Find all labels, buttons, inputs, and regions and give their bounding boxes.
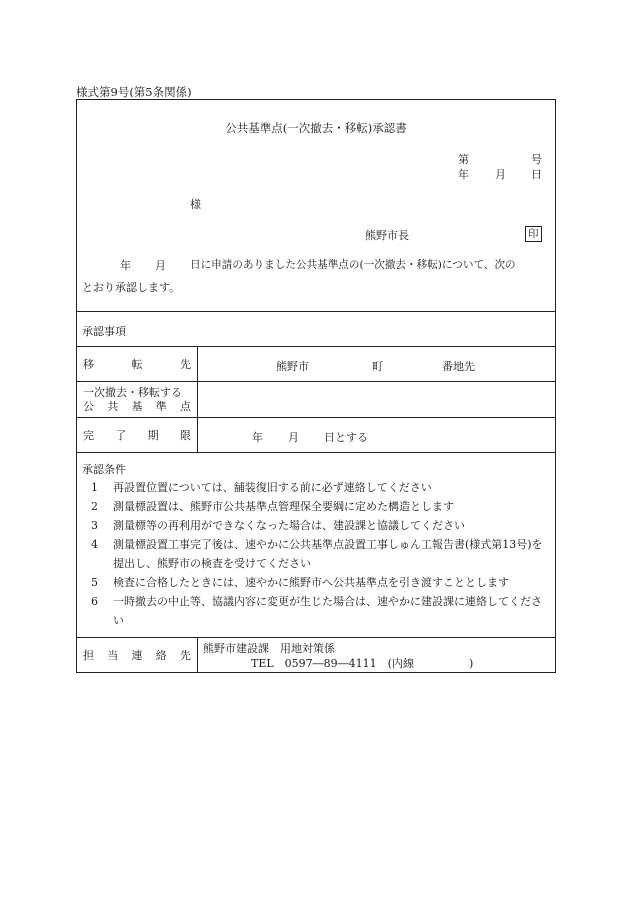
contact-phone: TEL 0597―89―4111 (内線 ) — [251, 657, 474, 670]
destination-banchi: 番地先 — [442, 360, 475, 373]
condition-number: 4 — [91, 538, 98, 551]
deadline-year: 年 — [252, 431, 263, 444]
number-prefix: 第 — [458, 153, 469, 166]
control-points-label-line1: 一次撤去・移転する — [83, 385, 182, 399]
form-number-label: 様式第9号(第5条関係) — [76, 85, 192, 99]
condition-number: 6 — [91, 595, 98, 608]
seal-mark: 印 — [525, 226, 542, 242]
destination-city: 熊野市 — [276, 360, 309, 373]
contact-value — [198, 638, 555, 672]
condition-number: 2 — [91, 500, 98, 513]
condition-text: 測量標設置工事完了後は、速やかに公共基準点設置工事しゅん工報告書(様式第13号)を提出し、熊野市の検査を受けてください — [113, 538, 543, 570]
condition-text: 一時撤去の中止等、協議内容に変更が生じた場合は、速やかに建設課に連絡してください — [113, 595, 542, 627]
condition-number: 5 — [91, 576, 98, 589]
issue-date-month: 月 — [495, 168, 506, 181]
approval-conditions-section — [77, 453, 555, 638]
label-char: 絡 — [155, 649, 167, 662]
completion-deadline-label — [77, 418, 198, 452]
conditions-heading: 承認条件 — [82, 463, 126, 476]
control-points-value — [198, 382, 555, 417]
label-char: 完 — [83, 429, 94, 442]
control-points-label — [77, 382, 198, 417]
label-char: 移 — [83, 358, 94, 371]
label-char: 準 — [155, 399, 167, 413]
destination-row — [77, 347, 555, 382]
label-char: 共 — [107, 399, 119, 413]
approval-form — [76, 99, 556, 673]
label-char: 当 — [107, 649, 119, 662]
completion-deadline-value — [198, 418, 555, 452]
contact-department: 熊野市建設課 用地対策係 — [203, 642, 335, 655]
addressee-suffix: 様 — [190, 198, 201, 211]
contact-label — [77, 638, 198, 672]
number-suffix: 号 — [531, 153, 542, 166]
condition-number: 1 — [91, 481, 98, 494]
label-char: 転 — [131, 358, 143, 371]
condition-text: 測量標等の再利用ができなくなった場合は、建設課と協議してください — [113, 519, 465, 532]
condition-number: 3 — [91, 519, 98, 532]
destination-label — [77, 347, 198, 381]
application-date-month: 月 — [155, 259, 166, 272]
approval-items-heading: 承認事項 — [82, 325, 126, 338]
label-char: 公 — [83, 399, 94, 413]
form-title: 公共基準点(一次撤去・移転)承認書 — [225, 121, 407, 135]
contact-row — [77, 638, 555, 672]
approval-items-heading-section — [77, 312, 555, 347]
label-char: 連 — [131, 649, 143, 662]
deadline-month: 月 — [288, 431, 299, 444]
completion-deadline-row — [77, 418, 555, 453]
label-char: 了 — [115, 429, 127, 442]
deadline-day: 日とする — [324, 431, 368, 444]
issue-date-year: 年 — [458, 168, 469, 181]
destination-town: 町 — [372, 360, 383, 373]
label-char: 期 — [147, 429, 159, 442]
body-text-line1: 日に申請のありました公共基準点の(一次撤去・移転)について、次の — [190, 259, 516, 271]
condition-text: 測量標設置は、熊野市公共基準点管理保全要綱に定めた構造とします — [113, 500, 454, 513]
label-char: 担 — [83, 649, 94, 662]
condition-text: 検査に合格したときには、速やかに熊野市へ公共基準点を引き渡すこととします — [113, 576, 509, 589]
label-char: 点 — [180, 399, 191, 413]
body-text-line2: とおり承認します。 — [82, 281, 181, 294]
label-char: 先 — [180, 649, 191, 662]
control-points-row — [77, 382, 555, 418]
application-date-year: 年 — [120, 259, 131, 272]
label-char: 先 — [180, 358, 191, 371]
control-points-label-line2 — [83, 400, 191, 414]
label-char: 基 — [131, 399, 143, 413]
destination-value — [198, 347, 555, 381]
form-header-section — [77, 100, 555, 312]
issuer-name: 熊野市長 — [365, 229, 409, 242]
label-char: 限 — [179, 429, 191, 442]
issue-date-day: 日 — [531, 168, 542, 181]
condition-text: 再設置位置については、舗装復旧する前に必ず連絡してください — [113, 481, 432, 494]
